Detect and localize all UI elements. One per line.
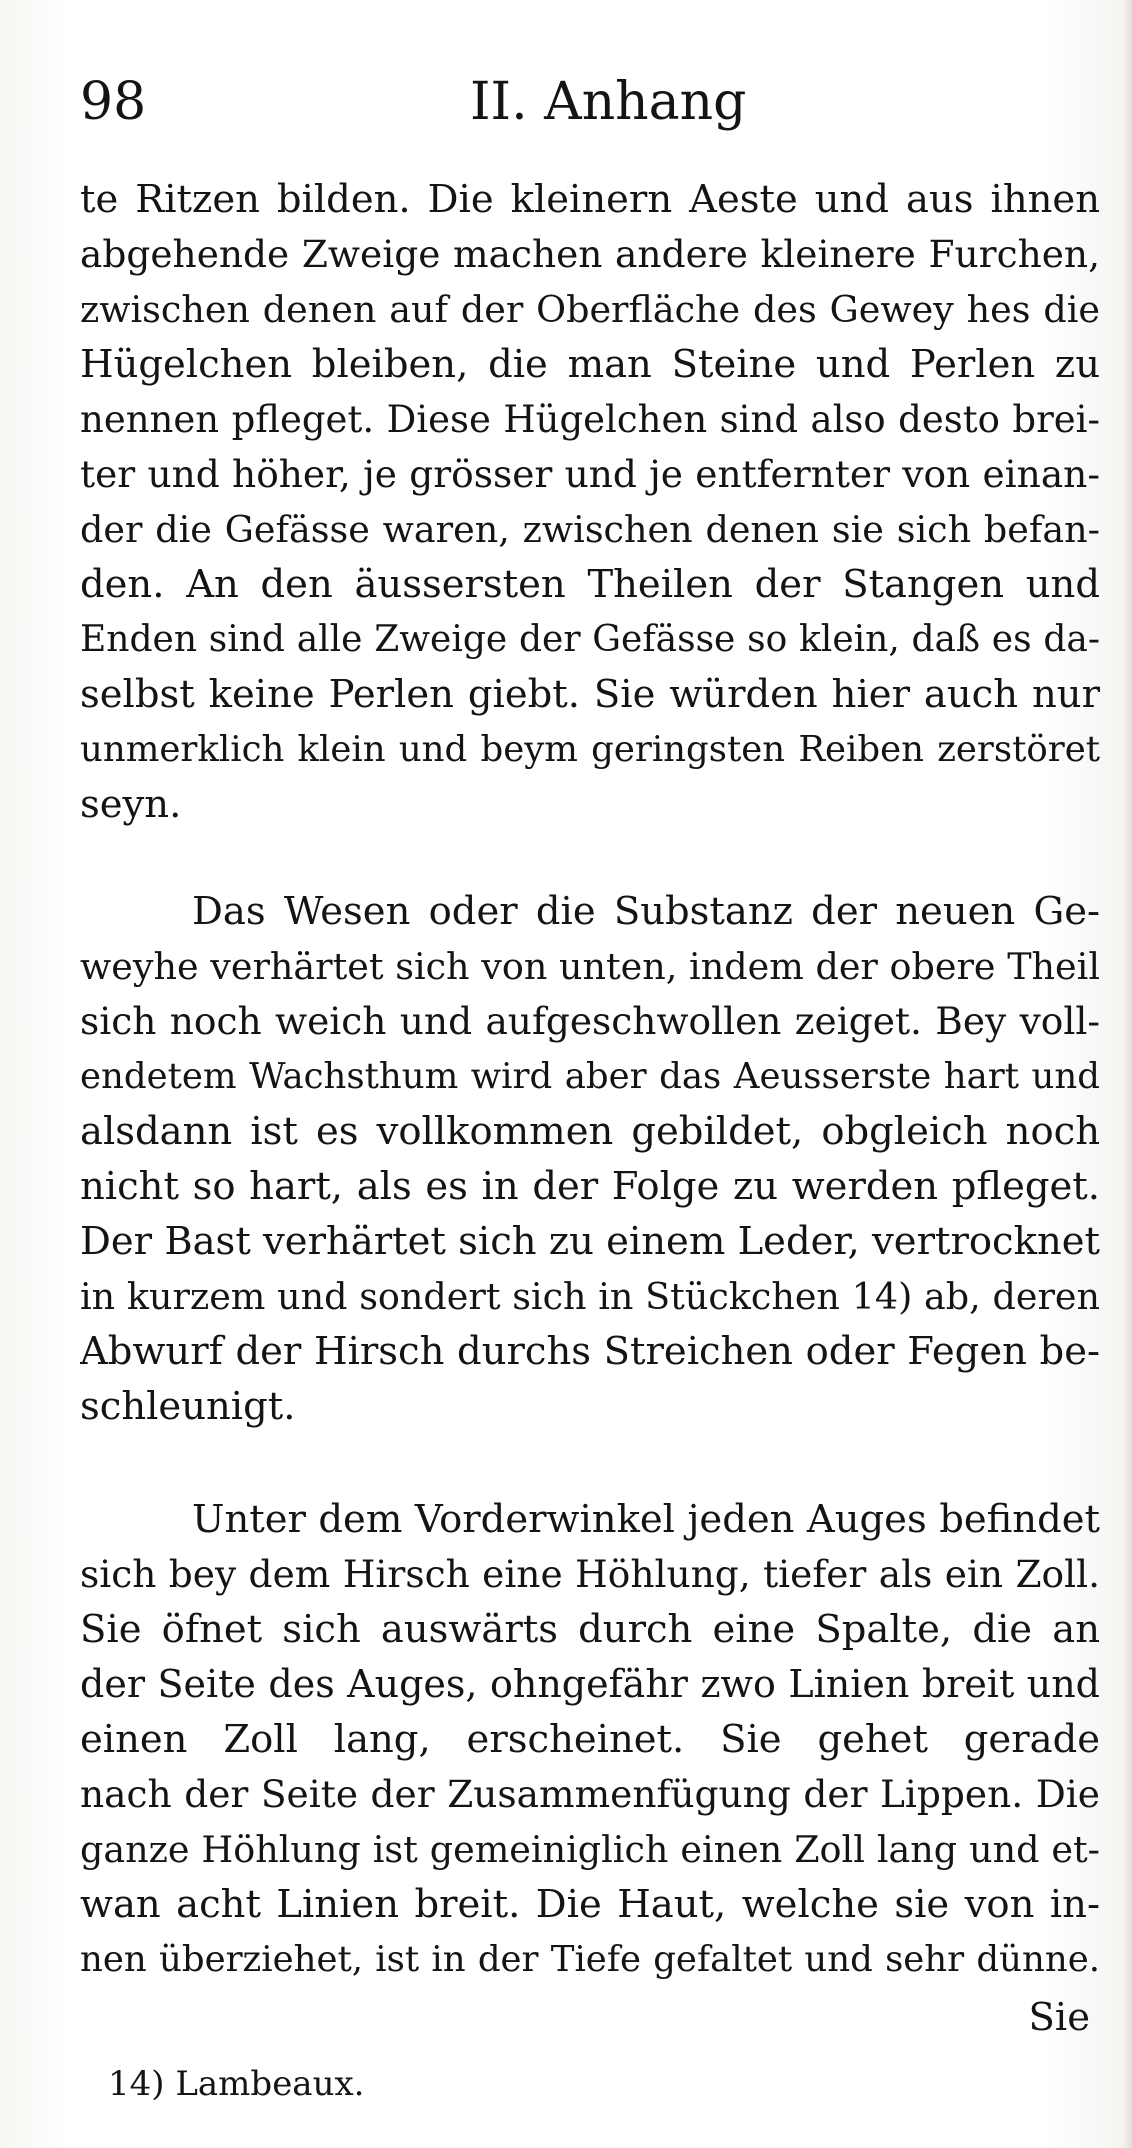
text-line: endetem Wachsthum wird aber das Aeusserste hart und (80, 1056, 1100, 1097)
text-line: einen Zoll lang, erscheinet. Sie gehet gerade (80, 1717, 1100, 1762)
main-text (80, 172, 1100, 1987)
paragraph-2 (80, 884, 1100, 1434)
text-line: unmerklich klein und beym geringsten Reiben zerstöret (80, 729, 1100, 770)
paragraph-3 (80, 1492, 1100, 1987)
text-line: sich noch weich und aufgeschwollen zeiget. Bey voll- (80, 999, 1100, 1043)
paragraph-gap (80, 832, 1100, 884)
catchword: Sie (1028, 1995, 1090, 2040)
text-line: nennen pfleget. Diese Hügelchen sind also desto brei- (80, 398, 1100, 441)
text-line: Der Bast verhärtet sich zu einem Leder, vertrocknet (80, 1219, 1100, 1264)
text-line: te Ritzen bilden. Die kleinern Aeste und aus ihnen (80, 177, 1100, 222)
text-line: Unter dem Vorderwinkel jeden Auges befindet (192, 1497, 1100, 1542)
text-line: selbst keine Perlen giebt. Sie würden hier auch nur (80, 672, 1100, 717)
text-line: der Seite des Auges, ohngefähr zwo Linien breit und (80, 1662, 1100, 1706)
text-line: nach der Seite der Zusammenfügung der Lippen. Die (80, 1772, 1100, 1816)
running-head: II. Anhang (470, 72, 747, 132)
text-line: seyn. (80, 782, 182, 827)
text-line: in kurzem und sondert sich in Stückchen 14) ab, deren (80, 1275, 1100, 1318)
text-line: der die Gefässe waren, zwischen denen sie sich befan- (80, 508, 1100, 551)
page-number: 98 (80, 72, 147, 132)
text-line: abgehende Zweige machen andere kleinere Furchen, (80, 232, 1100, 276)
footnote: 14) Lambeaux. (108, 2064, 365, 2104)
text-line: zwischen denen auf der Oberfläche des Gewey hes die (80, 288, 1100, 331)
text-line: schleunigt. (80, 1384, 296, 1429)
text-line: weyhe verhärtet sich von unten, indem der obere Theil (80, 945, 1100, 988)
paragraph-1 (80, 172, 1100, 832)
text-line: nen überziehet, ist in der Tiefe gefaltet und sehr dünne. (80, 1939, 1100, 1980)
text-line: Das Wesen oder die Substanz der neuen Ge- (192, 889, 1100, 934)
text-line: alsdann ist es vollkommen gebildet, obgleich noch (80, 1109, 1100, 1154)
text-line: Enden sind alle Zweige der Gefässe so klein, daß es da- (80, 619, 1100, 660)
text-line: den. An den äussersten Theilen der Stangen und (80, 562, 1100, 607)
text-line: ter und höher, je grösser und je entfernter von einan- (80, 452, 1100, 496)
text-line: wan acht Linien breit. Die Haut, welche sie von in- (80, 1882, 1100, 1927)
page-edge-shadow (1122, 0, 1132, 2148)
text-line: Abwurf der Hirsch durchs Streichen oder Fegen be- (80, 1329, 1100, 1374)
paragraph-gap (80, 1434, 1100, 1492)
text-line: ganze Höhlung ist gemeiniglich einen Zoll lang und et- (80, 1828, 1100, 1871)
text-line: Sie öfnet sich auswärts durch eine Spalte, die an (80, 1607, 1100, 1652)
text-line: sich bey dem Hirsch eine Höhlung, tiefer als ein Zoll. (80, 1552, 1100, 1596)
page-header (80, 72, 1100, 142)
text-line: nicht so hart, als es in der Folge zu werden pfleget. (80, 1164, 1100, 1209)
text-line: Hügelchen bleiben, die man Steine und Perlen zu (80, 342, 1100, 387)
